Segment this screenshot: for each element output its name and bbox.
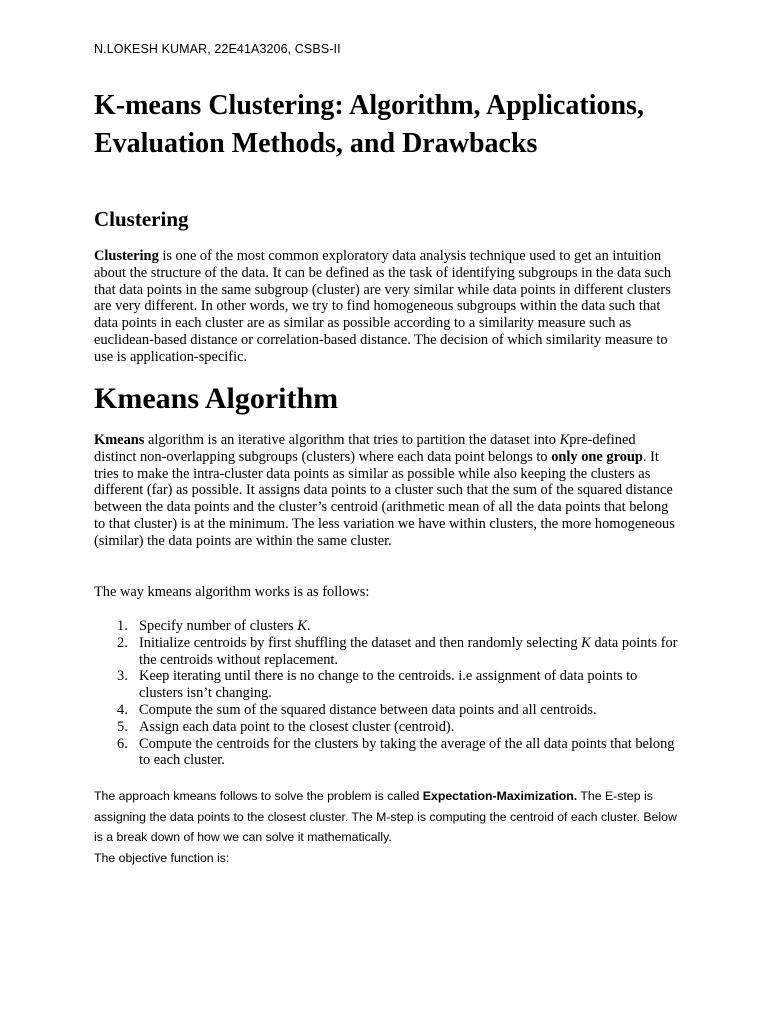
step-number: 6. — [117, 735, 128, 752]
em-paragraph — [94, 786, 678, 848]
step-text-end: . — [306, 618, 311, 634]
step-text-end: data points for the centroids without replacement. — [139, 634, 678, 668]
step-number: 5. — [117, 718, 128, 735]
author-header: N.LOKESH KUMAR, 22E41A3206, CSBS-II — [94, 42, 341, 56]
algorithm-step — [94, 635, 678, 669]
step-number: 3. — [117, 668, 128, 685]
kmeans-term: Kmeans — [94, 432, 145, 448]
em-term: Expectation-Maximization. — [422, 789, 578, 803]
clustering-paragraph — [94, 248, 678, 366]
clustering-text: is one of the most common exploratory data analysis technique used to get an intuition about the structure of the data. It can be defined as the task of identifying subgroups in the data such that data points in the same subgroup (cluster) are very similar while data points in different clusters are very different. In other words, we try to find homogeneous subgroups within the data such that data points in each cluster are as similar as possible according to a similarity measure such as euclidean-based distance or correlation-based distance. The decision of which similarity measure to use is application-specific. — [94, 248, 672, 365]
algorithm-step — [94, 736, 678, 770]
em-text-2: The E-step is assigning the data points to the closest cluster. The M-step is computing the centroid of each cluster. Below is a break down of how we can solve it mathematically. — [94, 789, 677, 844]
objective-function-line: The objective function is: — [94, 851, 230, 865]
step-number: 4. — [117, 701, 128, 718]
step-text: Compute the sum of the squared distance between data points and all centroids. — [139, 701, 597, 718]
clustering-heading: Clustering — [94, 207, 189, 231]
clustering-term: Clustering — [94, 248, 159, 264]
kmeans-emphasis: only one group — [551, 448, 643, 465]
kmeans-text-2: pre-defined distinct non-overlapping subgroups (clusters) where each data point belongs to — [94, 432, 636, 465]
step-text: Specify number of clusters — [139, 618, 298, 634]
step-k-symbol: K — [297, 618, 307, 634]
kmeans-intro-line: The way kmeans algorithm works is as follows: — [94, 584, 370, 600]
step-text: Initialize centroids by first shuffling the dataset and then randomly selecting — [139, 634, 582, 651]
em-text-1: The approach kmeans follows to solve the problem is called — [94, 789, 423, 803]
algorithm-step — [94, 719, 678, 736]
kmeans-text-3: . It tries to make the intra-cluster data points as similar as possible while also keeping the clusters as different (far) as possible. It assigns data points to a cluster such that the sum of the squared distance between the data points and the cluster’s centroid (arithmetic mean of all the data points that belong to that cluster) is at the minimum. The less variation we have within clusters, the more homogeneous (similar) the data points are within the same cluster. — [94, 448, 675, 549]
algorithm-steps-list — [94, 618, 678, 769]
step-text: Assign each data point to the closest cluster (centroid). — [139, 718, 455, 735]
step-number: 2. — [117, 634, 128, 651]
algorithm-step — [94, 618, 678, 635]
kmeans-k-symbol: K — [559, 432, 570, 448]
kmeans-heading: Kmeans Algorithm — [94, 382, 339, 415]
step-text: Keep iterating until there is no change to the centroids. i.e assignment of data points to clusters isn’t changing. — [139, 668, 638, 702]
algorithm-step — [94, 668, 678, 702]
step-text: Compute the centroids for the clusters by taking the average of the all data points that belong to each cluster. — [139, 735, 675, 769]
step-number: 1. — [117, 618, 128, 634]
algorithm-step — [94, 702, 678, 719]
document-title: K-means Clustering: Algorithm, Applications, Evaluation Methods, and Drawbacks — [94, 90, 644, 159]
kmeans-text-1: algorithm is an iterative algorithm that tries to partition the dataset into — [144, 432, 560, 448]
step-k-symbol: K — [581, 634, 591, 651]
kmeans-paragraph — [94, 432, 678, 550]
